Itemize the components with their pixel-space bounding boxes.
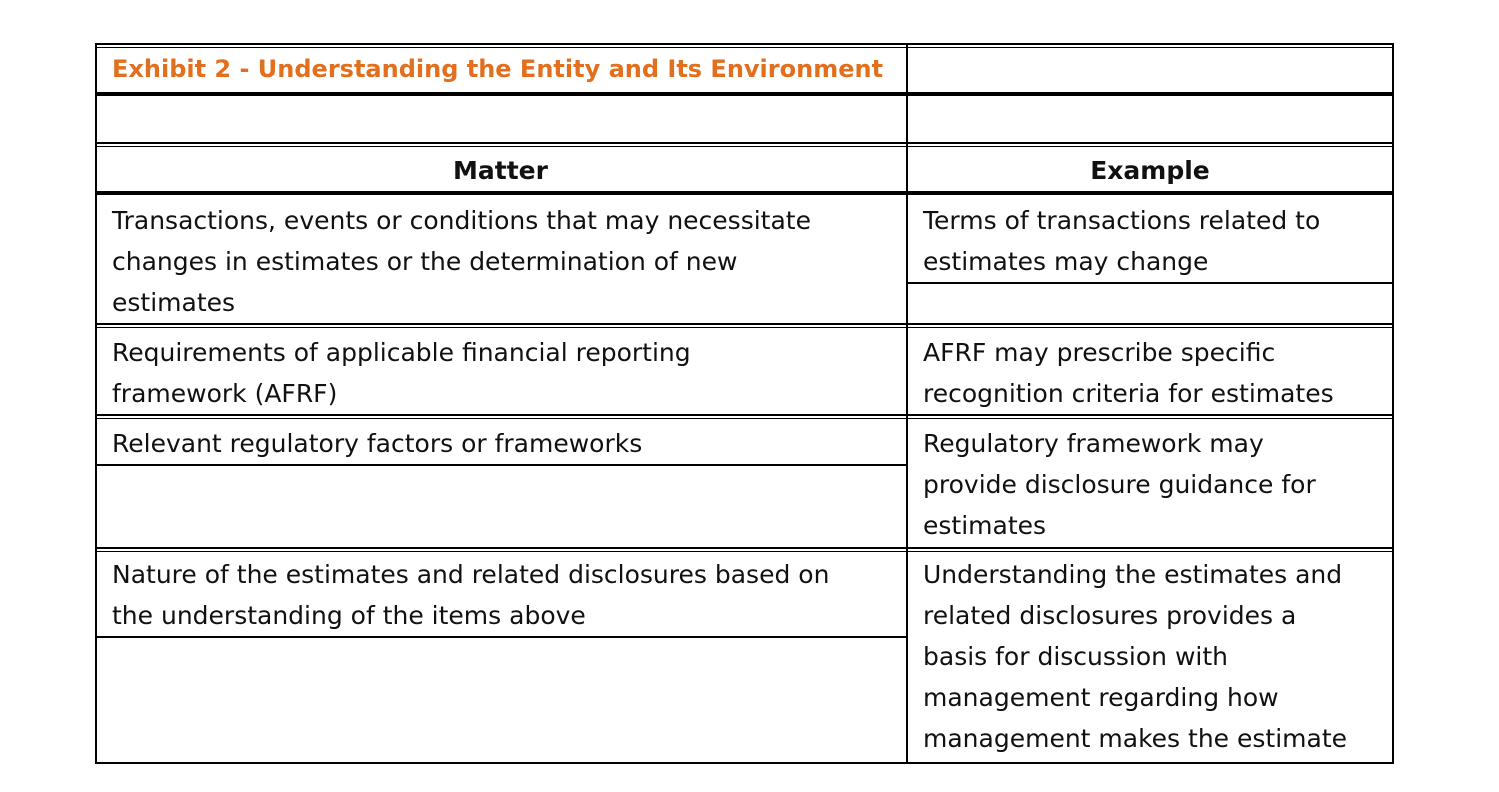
exhibit-title: Exhibit 2 - Understanding the Entity and Its Environment	[112, 55, 884, 83]
header-example: Example	[1090, 156, 1210, 185]
row4-example-line: Understanding the estimates and	[923, 560, 1343, 589]
table-border-top	[95, 43, 1394, 45]
row4-matter	[112, 554, 829, 636]
row1-example-line: Terms of transactions related to	[923, 206, 1321, 235]
row4-example-line: management regarding how	[923, 683, 1279, 712]
row3-matter-line: Relevant regulatory factors or frameworks	[112, 429, 643, 458]
row4-matter-subrule	[95, 636, 908, 638]
blank-row-rule-inner	[95, 146, 1394, 147]
row1-matter-line: changes in estimates or the determination of new	[112, 247, 738, 276]
row3-example-line: Regulatory framework may	[923, 429, 1264, 458]
row2-matter-line: framework (AFRF)	[112, 379, 338, 408]
row4-example-line: related disclosures provides a	[923, 601, 1297, 630]
row3-matter	[112, 423, 642, 464]
row3-example	[923, 423, 1316, 546]
row2-example	[923, 332, 1334, 414]
header-row-rule	[95, 191, 1394, 195]
row1-example-line: estimates may change	[923, 247, 1209, 276]
row2-bottom-rule-inner	[95, 418, 1394, 419]
row1-bottom-rule	[95, 323, 1394, 325]
row2-example-line: recognition criteria for estimates	[923, 379, 1334, 408]
table-border-right	[1392, 43, 1394, 764]
row4-matter-line: Nature of the estimates and related disclosures based on	[112, 560, 830, 589]
row1-example	[923, 200, 1320, 282]
row3-example-line: estimates	[923, 511, 1047, 540]
row4-example-line: basis for discussion with	[923, 642, 1229, 671]
row2-bottom-rule	[95, 414, 1394, 416]
exhibit-table	[95, 43, 1394, 764]
blank-row-rule	[95, 142, 1394, 144]
row4-matter-line: the understanding of the items above	[112, 601, 586, 630]
row2-example-line: AFRF may prescribe specific	[923, 338, 1276, 367]
title-row-rule	[95, 92, 1394, 96]
row2-matter-line: Requirements of applicable financial reporting	[112, 338, 691, 367]
table-border-bottom	[95, 762, 1394, 764]
row1-bottom-rule-inner	[95, 327, 1394, 328]
row3-matter-subrule	[95, 464, 908, 466]
row3-bottom-rule	[95, 547, 1394, 549]
row1-matter-line: estimates	[112, 288, 236, 317]
row1-matter	[112, 200, 811, 323]
row2-matter	[112, 332, 691, 414]
row4-example	[923, 554, 1347, 759]
header-matter: Matter	[453, 156, 548, 185]
row1-matter-line: Transactions, events or conditions that may necessitate	[112, 206, 811, 235]
row1-example-subrule	[906, 282, 1394, 284]
row3-example-line: provide disclosure guidance for	[923, 470, 1316, 499]
table-border-top-inner	[95, 47, 1394, 48]
row3-bottom-rule-inner	[95, 551, 1394, 552]
row4-example-line: management makes the estimate	[923, 724, 1348, 753]
